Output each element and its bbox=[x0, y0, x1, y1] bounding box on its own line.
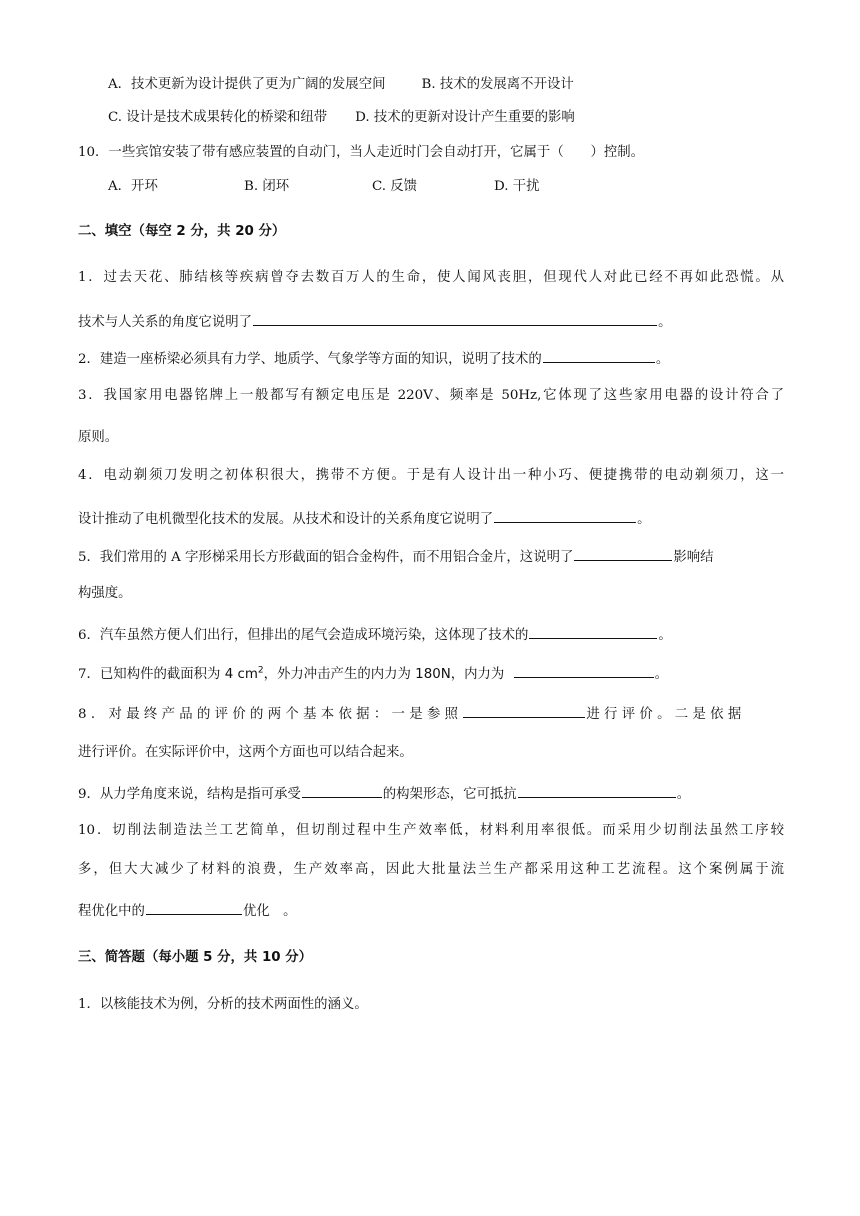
fill-q2-text: 2．建造一座桥梁必须具有力学、地质学、气象学等方面的知识，说明了技术的 bbox=[78, 352, 542, 367]
fill-q3-line1: 3．我国家用电器铭牌上一般都写有额定电压是 220V、频率是 50Hz,它体现了这些家用电器的设计符合了 bbox=[78, 388, 784, 403]
fill-q1-text: 技术与人关系的角度它说明了 bbox=[78, 315, 253, 330]
fill-q10-end: 优化 。 bbox=[242, 904, 297, 919]
fill-q4-text: 设计推动了电机微型化技术的发展。从技术和设计的关系角度它说明了 bbox=[78, 512, 494, 527]
q9-option-a: A．技术更新为设计提供了更为广阔的发展空间 bbox=[108, 77, 386, 92]
section2-title: 二、填空（每空 2 分，共 20 分） bbox=[78, 224, 286, 239]
q9-option-c: C. 设计是技术成果转化的桥梁和纽带 bbox=[108, 110, 328, 125]
fill-q7 bbox=[78, 663, 784, 685]
q10-option-c: C. 反馈 bbox=[372, 179, 418, 194]
fill-q5-text-end: 影响结 bbox=[673, 550, 714, 565]
fill-q1-end: 。 bbox=[658, 315, 672, 330]
fill-q5-line1 bbox=[78, 546, 784, 568]
section3-title: 三、简答题（每小题 5 分，共 10 分） bbox=[78, 950, 313, 965]
fill-q10-text: 程优化中的 bbox=[78, 904, 145, 919]
fill-q7-force: 180N bbox=[415, 667, 451, 682]
fill-q2 bbox=[78, 348, 784, 370]
fill-q4-line1: 4．电动剃须刀发明之初体积很大，携带不方便。于是有人设计出一种小巧、便捷携带的电动剃须刀，这一 bbox=[78, 468, 784, 483]
fill-q7-text3: ，内力为 bbox=[450, 667, 509, 682]
fill-q8-line1 bbox=[78, 703, 784, 725]
fill-q9-blank2[interactable] bbox=[518, 783, 676, 798]
fill-q1-line2 bbox=[78, 311, 784, 333]
fill-q6-text: 6．汽车虽然方便人们出行，但排出的尾气会造成环境污染，这体现了技术的 bbox=[78, 628, 529, 643]
fill-q9-blank1[interactable] bbox=[302, 783, 382, 798]
q10-options bbox=[108, 177, 814, 197]
q9-options-row2 bbox=[108, 108, 814, 128]
fill-q7-blank[interactable] bbox=[514, 663, 654, 678]
fill-q4-line2 bbox=[78, 508, 784, 530]
fill-q6 bbox=[78, 624, 784, 646]
q10-option-a: A．开环 bbox=[108, 179, 158, 194]
fill-q9 bbox=[78, 783, 784, 805]
fill-q7-text: 7．已知构件的截面积为 bbox=[78, 667, 225, 682]
fill-q1-line1: 1．过去天花、肺结核等疾病曾夺去数百万人的生命，使人闻风丧胆，但现代人对此已经不再如此恐慌。从 bbox=[78, 270, 784, 285]
fill-q9-end: 。 bbox=[676, 787, 691, 802]
fill-q4-end: 。 bbox=[637, 512, 651, 527]
fill-q7-area: 4 cm bbox=[224, 667, 258, 682]
fill-q8-line2: 进行评价。在实际评价中，这两个方面也可以结合起来。 bbox=[78, 745, 413, 760]
fill-q5-text: 5．我们常用的 A 字形梯采用长方形截面的铝合金构件，而不用铝合金片，这说明了 bbox=[78, 550, 574, 565]
fill-q5-line2: 构强度。 bbox=[78, 586, 132, 601]
q9-option-d: D. 技术的更新对设计产生重要的影响 bbox=[355, 110, 575, 125]
fill-q8-blank[interactable] bbox=[463, 703, 585, 718]
fill-q8-text-end: 进行评价。二是依据 bbox=[586, 707, 746, 722]
fill-q10-line2: 多，但大大减少了材料的浪费，生产效率高，因此大批量法兰生产都采用这种工艺流程。这个案例属于流 bbox=[78, 862, 784, 877]
fill-q2-blank[interactable] bbox=[543, 348, 655, 363]
fill-q5-blank[interactable] bbox=[574, 546, 672, 561]
fill-q7-end: 。 bbox=[654, 667, 668, 682]
fill-q10-blank[interactable] bbox=[146, 900, 242, 915]
q9-option-b: B. 技术的发展离不开设计 bbox=[421, 77, 574, 92]
fill-q1-blank[interactable] bbox=[253, 311, 657, 326]
fill-q10-line1: 10．切削法制造法兰工艺简单，但切削过程中生产效率低，材料利用率很低。而采用少切削法虽然工序较 bbox=[78, 823, 784, 838]
q10-option-b: B. 闭环 bbox=[244, 179, 290, 194]
q10-option-d: D. 干扰 bbox=[494, 179, 540, 194]
fill-q8-text: 8．对最终产品的评价的两个基本依据：一是参照 bbox=[78, 707, 463, 722]
fill-q2-end: 。 bbox=[655, 352, 670, 367]
q10-stem: 10．一些宾馆安装了带有感应装置的自动门，当人走近时门会自动打开，它属于（ ）控制。 bbox=[78, 145, 645, 160]
fill-q9-text: 9．从力学角度来说，结构是指可承受 bbox=[78, 787, 301, 802]
fill-q10-line3 bbox=[78, 900, 784, 922]
short-answer-q1: 1．以核能技术为例，分析的技术两面性的涵义。 bbox=[78, 997, 368, 1012]
fill-q6-end: 。 bbox=[658, 628, 672, 643]
fill-q7-exponent: 2 bbox=[257, 665, 264, 676]
q9-options-row1 bbox=[108, 75, 814, 95]
fill-q7-text2: ，外力冲击产生的内力为 bbox=[263, 667, 416, 682]
fill-q4-blank[interactable] bbox=[494, 508, 636, 523]
fill-q3-line2: 原则。 bbox=[78, 430, 119, 445]
fill-q6-blank[interactable] bbox=[529, 624, 657, 639]
fill-q9-text2: 的构架形态，它可抵抗 bbox=[382, 787, 517, 802]
